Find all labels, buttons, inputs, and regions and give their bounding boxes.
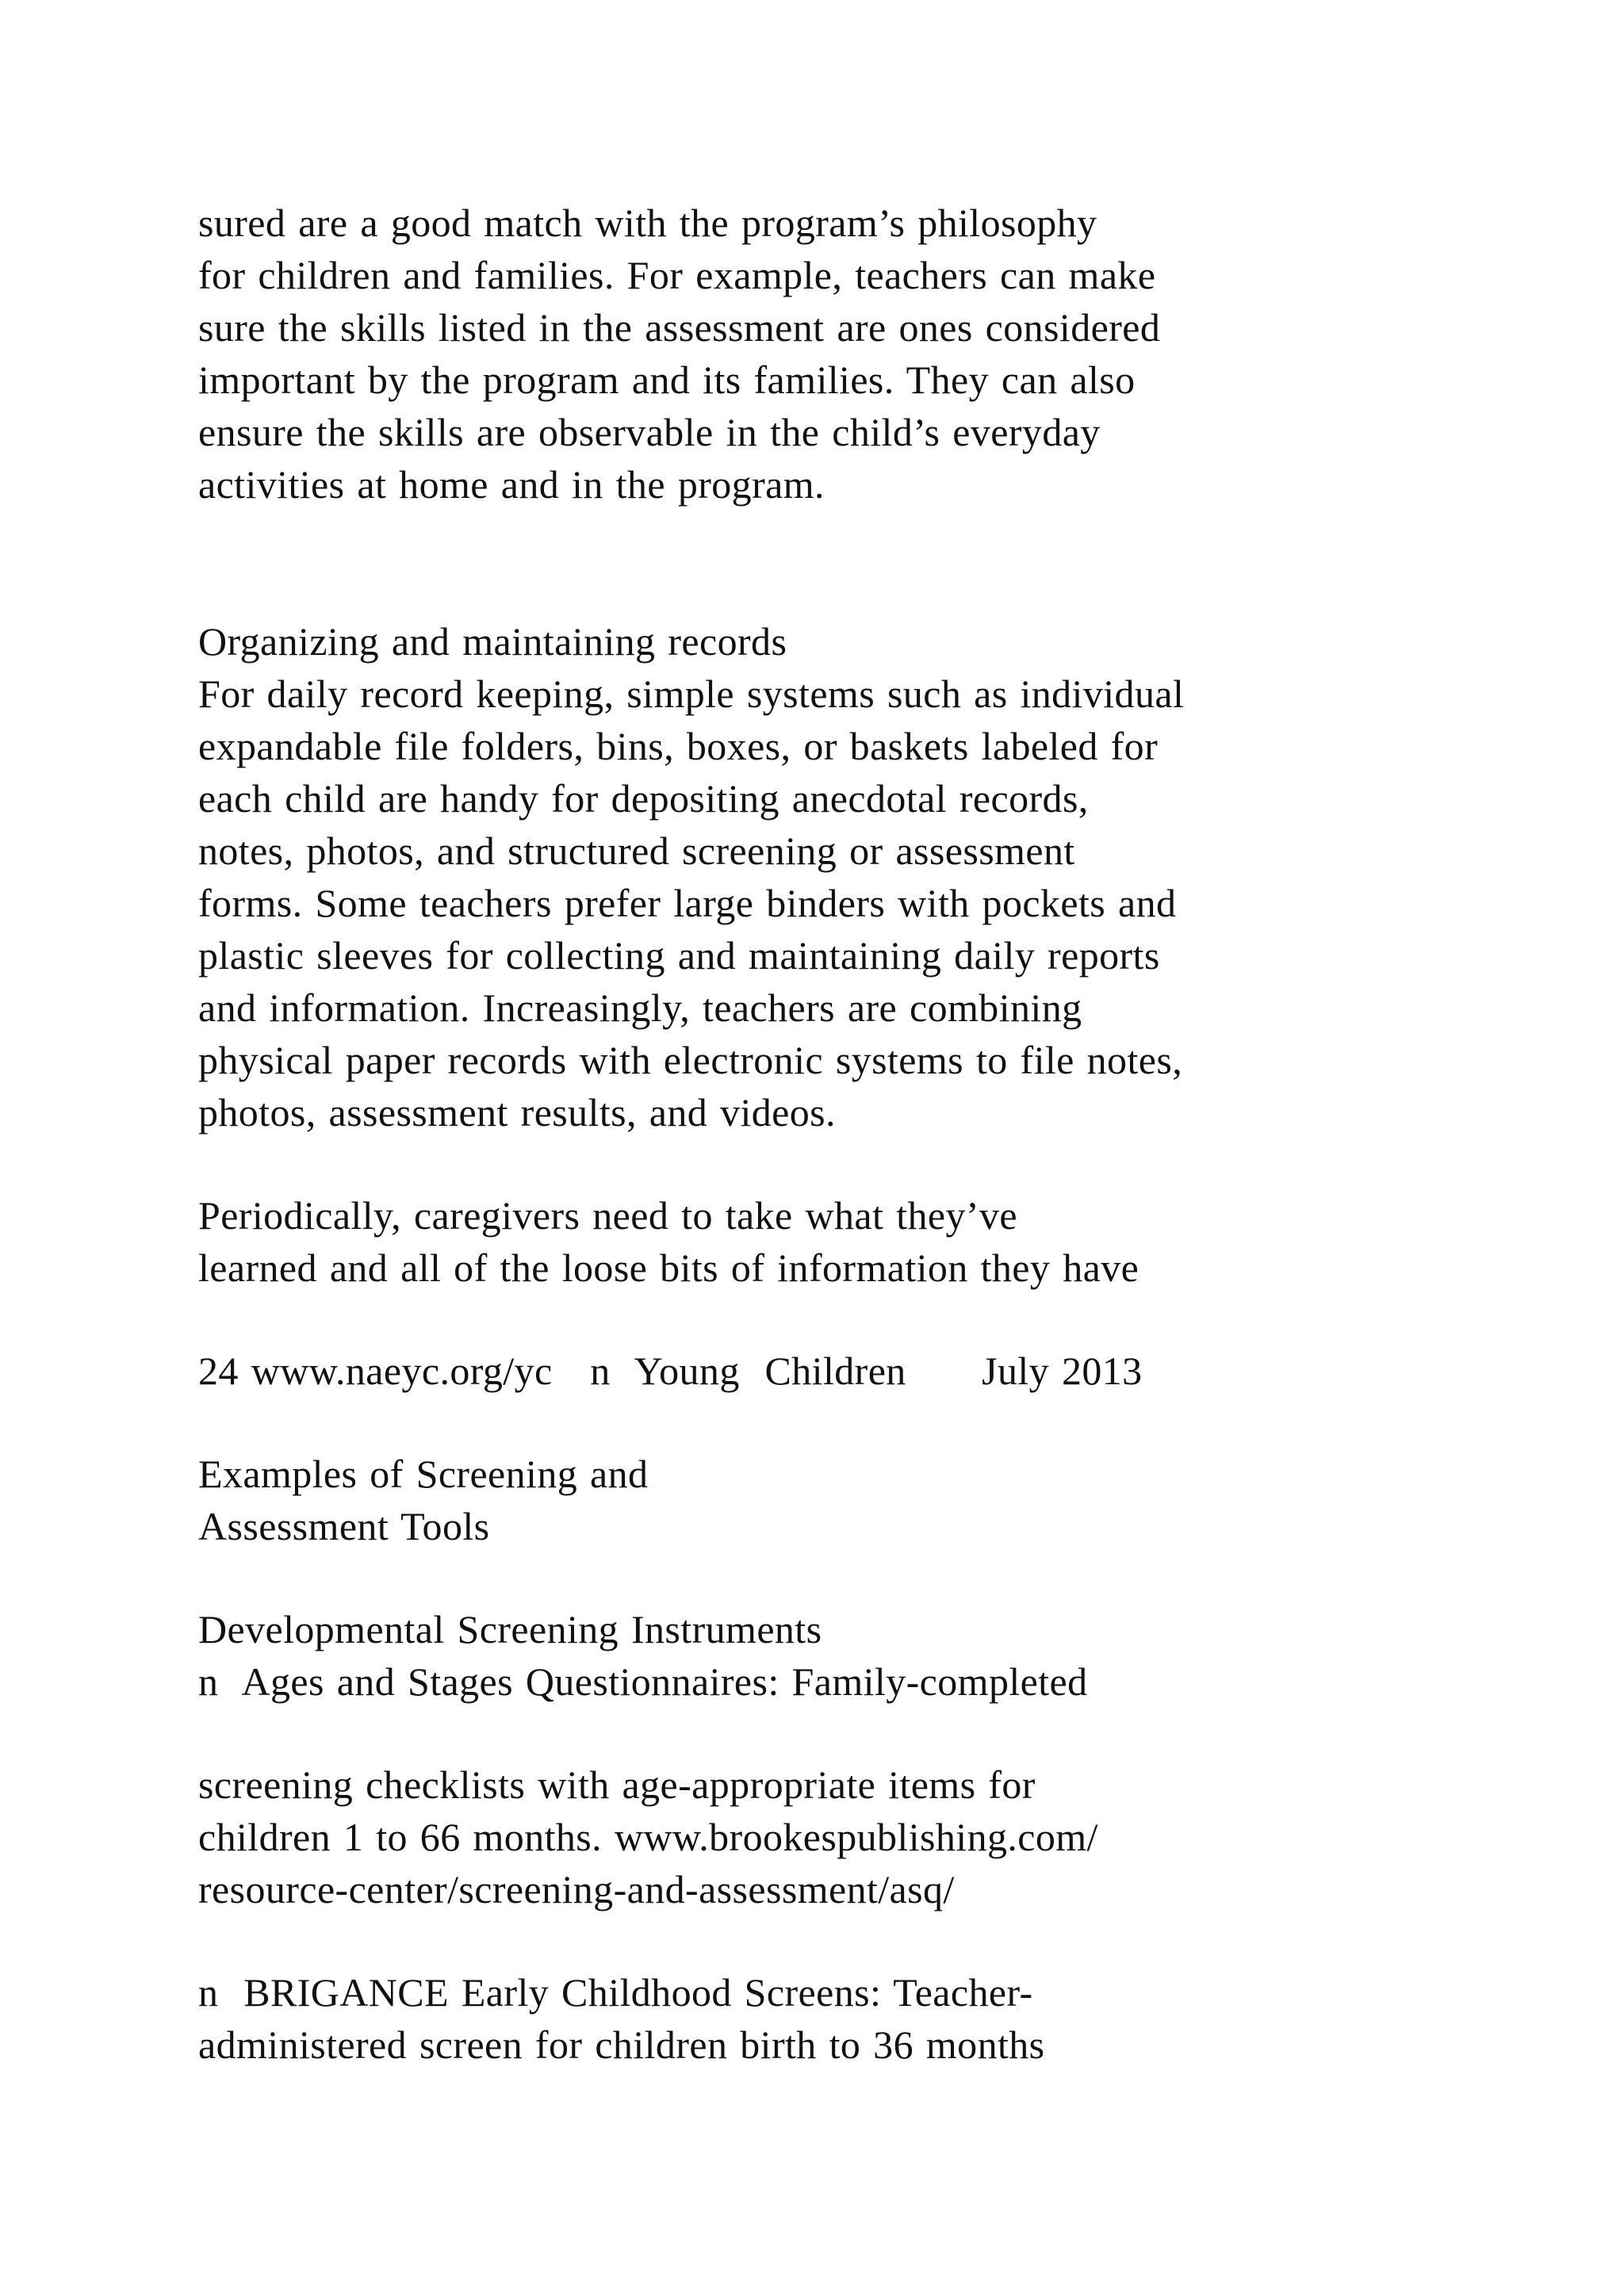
text-line: plastic sleeves for collecting and maintaining daily reports — [198, 933, 1160, 978]
text-line: forms. Some teachers prefer large binders with pockets and — [198, 881, 1177, 925]
text-line: physical paper records with electronic systems to file notes, — [198, 1038, 1183, 1082]
text-line: ensure the skills are observable in the child’s everyday — [198, 410, 1101, 454]
text-line: screening checklists with age-appropriate items for — [198, 1762, 1036, 1807]
list-item-brigance — [198, 1966, 1578, 2071]
section-organizing-records — [198, 615, 1578, 1138]
text-line: sure the skills listed in the assessment are ones considered — [198, 305, 1161, 350]
text-line: each child are handy for depositing anecdotal records, — [198, 776, 1089, 821]
page-footer — [198, 1345, 1578, 1397]
text-line: For daily record keeping, simple systems such as individual — [198, 672, 1185, 716]
text-line: important by the program and its families. They can also — [198, 358, 1136, 402]
list-item-asq: n Ages and Stages Questionnaires: Family-completed — [198, 1659, 1088, 1704]
text-line: sured are a good match with the program’s philosophy — [198, 201, 1097, 245]
heading-line: Assessment Tools — [198, 1504, 490, 1548]
subheading: Developmental Screening Instruments — [198, 1607, 822, 1651]
footer-text: 24 www.naeyc.org/yc n Young Children July 2013 — [198, 1349, 1143, 1393]
text-line: for children and families. For example, teachers can make — [198, 253, 1156, 297]
text-line: activities at home and in the program. — [198, 462, 825, 507]
asq-description — [198, 1758, 1578, 1915]
paragraph-periodically — [198, 1189, 1578, 1294]
heading-line: Examples of Screening and — [198, 1452, 649, 1496]
text-line: children 1 to 66 months. www.brookespublishing.com/ — [198, 1815, 1098, 1859]
paragraph-program-philosophy — [198, 197, 1578, 511]
text-line: resource-center/screening-and-assessment/asq/ — [198, 1867, 955, 1911]
document-page — [198, 197, 1578, 2071]
text-line: Periodically, caregivers need to take what they’ve — [198, 1193, 1017, 1238]
text-line: notes, photos, and structured screening or assessment — [198, 828, 1075, 873]
examples-heading — [198, 1448, 1578, 1552]
text-line: administered screen for children birth to 36 months — [198, 2022, 1045, 2067]
text-line: n BRIGANCE Early Childhood Screens: Teacher- — [198, 1970, 1033, 2015]
text-line: and information. Increasingly, teachers are combining — [198, 985, 1082, 1030]
text-line: photos, assessment results, and videos. — [198, 1090, 836, 1135]
instruments-section — [198, 1603, 1578, 1708]
text-line: expandable file folders, bins, boxes, or baskets labeled for — [198, 724, 1159, 768]
section-heading: Organizing and maintaining records — [198, 619, 787, 664]
text-line: learned and all of the loose bits of information they have — [198, 1246, 1139, 1290]
